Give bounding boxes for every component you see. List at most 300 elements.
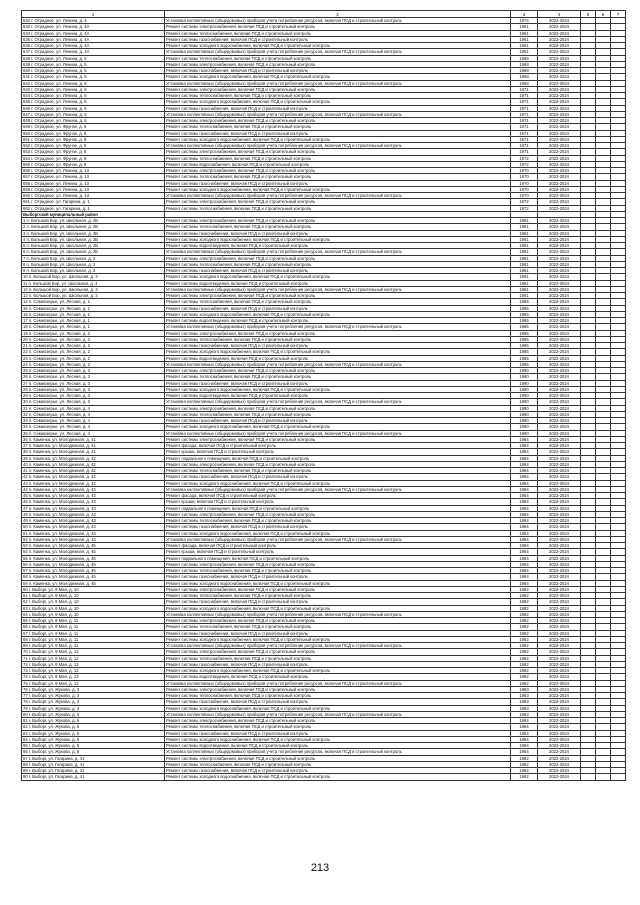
table-cell: 1981	[511, 230, 538, 236]
table-cell: 1983	[511, 705, 538, 711]
table-cell: 13 п. Большой Бор, ул. Школьная, д. 3	[22, 293, 165, 299]
table-cell: 49 п. Каменка, ул. Молодежная, д. 43	[22, 518, 165, 524]
table-cell: 84 г. Выборг, ул. Жукова, д. 5	[22, 736, 165, 742]
table-cell: 1982	[511, 774, 538, 780]
page-number: 213	[310, 862, 330, 874]
table-cell: 648 г. Отрадное, ул. Ленина, д. 6	[22, 118, 165, 124]
table-cell: Установка коллективных (общедомовых) приборов учета потребления ресурсов, включая ПСД и строительный контроль	[165, 680, 511, 686]
table-cell: 2022-2024	[538, 649, 581, 655]
table-cell: Ремонт системы холодного водоснабжения, включая ПСД и строительный контроль	[165, 274, 511, 280]
table-cell: Установка коллективных (общедомовых) приборов учета потребления ресурсов, включая ПСД и строительный контроль	[165, 249, 511, 255]
table-cell: 635 г. Отрадное, ул. Ленина, д. 4А	[22, 36, 165, 42]
table-cell: 1982	[511, 674, 538, 680]
table-cell: 2022-2024	[538, 499, 581, 505]
table-cell: 2022-2024	[538, 474, 581, 480]
table-cell: 1984	[511, 493, 538, 499]
table-cell: 33 п. Семиозерье, ул. Лесная, д. 4	[22, 418, 165, 424]
table-cell: Установка коллективных (общедомовых) приборов учета потребления ресурсов, включая ПСД и строительный контроль	[165, 399, 511, 405]
table-cell: Ремонт системы теплоснабжения, включая ПСД и строительный контроль	[165, 693, 511, 699]
table-cell: 1982	[511, 611, 538, 617]
table-cell: Ремонт системы теплоснабжения, включая ПСД и строительный контроль	[165, 174, 511, 180]
table-cell: 44 п. Каменка, ул. Молодежная, д. 42	[22, 486, 165, 492]
table-cell: 2022-2024	[538, 736, 581, 742]
table-cell: 2022-2024	[538, 411, 581, 417]
table-cell: 637 г. Отрадное, ул. Ленина, д. 4А	[22, 49, 165, 55]
table-cell: 1990	[511, 399, 538, 405]
table-cell: Ремонт системы газоснабжения, включая ПСД и строительный контроль	[165, 68, 511, 74]
table-cell: 1982	[511, 661, 538, 667]
table-cell: 48 п. Каменка, ул. Молодежная, д. 43	[22, 511, 165, 517]
table-cell: 2022-2024	[538, 724, 581, 730]
table-cell: 1984	[511, 524, 538, 530]
table-cell: 1971	[511, 124, 538, 130]
table-cell: 2022-2024	[538, 74, 581, 80]
table-cell: 2022-2024	[538, 599, 581, 605]
table-cell: 56 п. Каменка, ул. Молодежная, д. 45	[22, 561, 165, 567]
table-cell: Ремонт системы теплоснабжения, включая ПСД и строительный контроль	[165, 761, 511, 767]
table-cell: 2022-2024	[538, 349, 581, 355]
table-cell: 1984	[511, 518, 538, 524]
table-cell: 2022-2024	[538, 305, 581, 311]
table-empty-cell	[611, 774, 626, 780]
table-cell: 1984	[511, 580, 538, 586]
table-cell: 2022-2024	[538, 518, 581, 524]
table-cell: 2022-2024	[538, 261, 581, 267]
table-cell: Ремонт системы холодного водоснабжения, включая ПСД и строительный контроль	[165, 349, 511, 355]
table-cell: Ремонт системы электроснабжения, включая ПСД и строительный контроль	[165, 86, 511, 92]
table-cell: 27 п. Семиозерье, ул. Лесная, д. 3	[22, 380, 165, 386]
table-cell: 1968	[511, 61, 538, 67]
table-cell: 2022-2024	[538, 274, 581, 280]
table-cell: 20 п. Семиозерье, ул. Лесная, д. 2	[22, 336, 165, 342]
table-cell: 2022-2024	[538, 568, 581, 574]
table-cell: 1990	[511, 368, 538, 374]
table-cell: 1982	[511, 630, 538, 636]
table-cell: Ремонт подвального помещения, включая ПСД и строительный контроль	[165, 455, 511, 461]
table-cell: 2022-2024	[538, 386, 581, 392]
table-cell: 1985	[511, 324, 538, 330]
table-cell: 2022-2024	[538, 555, 581, 561]
table-cell: Ремонт системы газоснабжения, включая ПСД и строительный контроль	[165, 524, 511, 530]
table-cell: 1968	[511, 80, 538, 86]
table-cell: 1972	[511, 155, 538, 161]
table-cell: Ремонт системы водоотведения, включая ПСД и строительный контроль	[165, 355, 511, 361]
table-cell: 1971	[511, 136, 538, 142]
table-cell: 2022-2024	[538, 699, 581, 705]
table-cell: Ремонт крыши, включая ПСД и строительный контроль	[165, 549, 511, 555]
table-cell: Ремонт системы газоснабжения, включая ПСД и строительный контроль	[165, 380, 511, 386]
table-header-cell: 6	[596, 11, 611, 18]
table-cell: Ремонт системы газоснабжения, включая ПСД и строительный контроль	[165, 768, 511, 774]
table-cell: 10 п. Большой Бор, ул. Школьная, д. 3	[22, 274, 165, 280]
table-cell: Ремонт системы теплоснабжения, включая ПСД и строительный контроль	[165, 411, 511, 417]
table-cell: 2022-2024	[538, 136, 581, 142]
table-cell: 2022-2024	[538, 286, 581, 292]
table-cell: 651 г. Отрадное, ул. Фрунзе, д. 8	[22, 136, 165, 142]
table-cell: Ремонт системы теплоснабжения, включая ПСД и строительный контроль	[165, 336, 511, 342]
table-cell: 59 п. Каменка, ул. Молодежная, д. 45	[22, 580, 165, 586]
table-cell: Ремонт системы холодного водоснабжения, включая ПСД и строительный контроль	[165, 580, 511, 586]
table-cell: 9 п. Большой Бор, ул. Школьная, д. 3	[22, 268, 165, 274]
table-cell: 2022-2024	[538, 324, 581, 330]
table-cell: Ремонт системы электроснабжения, включая ПСД и строительный контроль	[165, 461, 511, 467]
table-cell: 24 п. Семиозерье, ул. Лесная, д. 2	[22, 361, 165, 367]
table-cell: 2022-2024	[538, 486, 581, 492]
table-cell: 2022-2024	[538, 655, 581, 661]
table-cell: 2022-2024	[538, 618, 581, 624]
table-cell: Ремонт системы электроснабжения, включая ПСД и строительный контроль	[165, 649, 511, 655]
table-cell: Установка коллективных (общедомовых) приборов учета потребления ресурсов, включая ПСД и строительный контроль	[165, 18, 511, 24]
table-header-cell: 5	[581, 11, 596, 18]
table-cell: Установка коллективных (общедомовых) приборов учета потребления ресурсов, включая ПСД и строительный контроль	[165, 143, 511, 149]
table-cell: 2022-2024	[538, 561, 581, 567]
table-cell: Ремонт системы холодного водоснабжения, включая ПСД и строительный контроль	[165, 186, 511, 192]
table-cell: 2022-2024	[538, 186, 581, 192]
table-cell: 2022-2024	[538, 299, 581, 305]
table-cell: Ремонт системы электроснабжения, включая ПСД и строительный контроль	[165, 718, 511, 724]
table-cell: 1970	[511, 180, 538, 186]
table-cell: 2022-2024	[538, 774, 581, 780]
table-cell: 32 п. Семиозерье, ул. Лесная, д. 4	[22, 411, 165, 417]
table-cell: Ремонт системы холодного водоснабжения, включая ПСД и строительный контроль	[165, 736, 511, 742]
table-cell: 5 п. Большой Бор, ул. Школьная, д. 2Б	[22, 243, 165, 249]
table-cell: 1971	[511, 130, 538, 136]
table-cell: 2022-2024	[538, 761, 581, 767]
table-cell: 2022-2024	[538, 449, 581, 455]
table-cell: Ремонт системы холодного водоснабжения, включая ПСД и строительный контроль	[165, 99, 511, 105]
table-cell: 2022-2024	[538, 68, 581, 74]
table-cell: 2022-2024	[538, 368, 581, 374]
table-cell: Ремонт системы электроснабжения, включая ПСД и строительный контроль	[165, 149, 511, 155]
table-cell: Ремонт системы теплоснабжения, включая ПСД и строительный контроль	[165, 124, 511, 130]
table-cell: Установка коллективных (общедомовых) приборов учета потребления ресурсов, включая ПСД и строительный контроль	[165, 749, 511, 755]
table-cell: Установка коллективных (общедомовых) приборов учета потребления ресурсов, включая ПСД и строительный контроль	[165, 80, 511, 86]
table-cell: 2022-2024	[538, 480, 581, 486]
table-cell: 1971	[511, 118, 538, 124]
table-cell: 657 г. Отрадное, ул. Ленина, д. 13	[22, 174, 165, 180]
table-cell: 26 п. Семиозерье, ул. Лесная, д. 3	[22, 374, 165, 380]
table-cell: 2022-2024	[538, 293, 581, 299]
table-cell: 1984	[511, 543, 538, 549]
table-cell: 2022-2024	[538, 180, 581, 186]
table-cell: 2022-2024	[538, 574, 581, 580]
table-header-cell: 2	[165, 11, 511, 18]
table-cell: Выборгский муниципальный район	[22, 211, 165, 217]
table-cell: 1982	[511, 680, 538, 686]
table-cell: 1984	[511, 536, 538, 542]
table-cell: 2022-2024	[538, 236, 581, 242]
table-cell: Ремонт системы газоснабжения, включая ПСД и строительный контроль	[165, 180, 511, 186]
table-cell: Ремонт системы холодного водоснабжения, включая ПСД и строительный контроль	[165, 136, 511, 142]
table-cell: 1984	[511, 461, 538, 467]
table-cell: Ремонт системы холодного водоснабжения, включая ПСД и строительный контроль	[165, 530, 511, 536]
table-cell: 1972	[511, 199, 538, 205]
table-cell: 650 г. Отрадное, ул. Фрунзе, д. 8	[22, 130, 165, 136]
table-cell: 1983	[511, 686, 538, 692]
table-cell: 1971	[511, 111, 538, 117]
table-cell: 1984	[511, 436, 538, 442]
table-header-cell: 1	[22, 11, 165, 18]
table-cell: 1982	[511, 605, 538, 611]
table-cell: 1985	[511, 311, 538, 317]
table-cell: 6 п. Большой Бор, ул. Школьная, д. 2Б	[22, 249, 165, 255]
table-cell: 2022-2024	[538, 730, 581, 736]
table-cell: 1985	[511, 343, 538, 349]
table-cell: Установка коллективных (общедомовых) приборов учета потребления ресурсов, включая ПСД и строительный контроль	[165, 611, 511, 617]
table-cell: 1961	[511, 43, 538, 49]
table-cell: 1981	[511, 286, 538, 292]
table-cell: 12 п. Большой Бор, ул. Школьная, д. 3	[22, 286, 165, 292]
table-header-cell: 3	[511, 11, 538, 18]
table-cell: 51 п. Каменка, ул. Молодежная, д. 43	[22, 530, 165, 536]
table-cell: Ремонт системы электроснабжения, включая ПСД и строительный контроль	[165, 405, 511, 411]
table-cell: 2022-2024	[538, 168, 581, 174]
table-cell: 636 г. Отрадное, ул. Ленина, д. 4А	[22, 43, 165, 49]
table-cell: Ремонт системы водоотведения, включая ПСД и строительный контроль	[165, 280, 511, 286]
table-cell: Ремонт системы газоснабжения, включая ПСД и строительный контроль	[165, 305, 511, 311]
table-cell: 2022-2024	[538, 593, 581, 599]
table-cell: 1984	[511, 561, 538, 567]
table-cell: 4 п. Большой Бор, ул. Школьная, д. 2Б	[22, 236, 165, 242]
table-cell: 1981	[511, 224, 538, 230]
table-cell: 1985	[511, 336, 538, 342]
table-cell: 29 п. Семиозерье, ул. Лесная, д. 3	[22, 393, 165, 399]
table-cell: 1982	[511, 593, 538, 599]
table-cell: Ремонт системы теплоснабжения, включая ПСД и строительный контроль	[165, 655, 511, 661]
table-cell: 1981	[511, 274, 538, 280]
table-cell: 1984	[511, 486, 538, 492]
table-cell: Установка коллективных (общедомовых) приборов учета потребления ресурсов, включая ПСД и строительный контроль	[165, 361, 511, 367]
table-cell: 46 п. Каменка, ул. Молодежная, д. 43	[22, 499, 165, 505]
table-cell: Ремонт системы электроснабжения, включая ПСД и строительный контроль	[165, 168, 511, 174]
table-cell: Ремонт системы электроснабжения, включая ПСД и строительный контроль	[165, 24, 511, 30]
table-cell: 1981	[511, 268, 538, 274]
table-cell: 16 п. Семиозерье, ул. Лесная, д. 1	[22, 311, 165, 317]
table-cell: 2022-2024	[538, 455, 581, 461]
table-cell: 30 п. Семиозерье, ул. Лесная, д. 3	[22, 399, 165, 405]
table-cell: 90 г. Выборг, ул. Гагарина, д. 41	[22, 774, 165, 780]
table-cell: 2022-2024	[538, 424, 581, 430]
table-cell: 2022-2024	[538, 55, 581, 61]
table-cell: 75 г. Выборг, ул. 9 Мая, д. 12	[22, 680, 165, 686]
table-cell: 2022-2024	[538, 674, 581, 680]
table-cell: Ремонт системы газоснабжения, включая ПСД и строительный контроль	[165, 630, 511, 636]
table-cell: 1984	[511, 480, 538, 486]
table-cell: 2022-2024	[538, 436, 581, 442]
table-cell: 660 г. Отрадное, ул. Ленина, д. 13	[22, 193, 165, 199]
table-cell: 2022-2024	[538, 543, 581, 549]
table-cell: 76 г. Выборг, ул. Жукова, д. 3	[22, 686, 165, 692]
table-cell: 2022-2024	[538, 624, 581, 630]
table-cell: Ремонт системы теплоснабжения, включая ПСД и строительный контроль	[165, 261, 511, 267]
table-cell: Ремонт системы электроснабжения, включая ПСД и строительный контроль	[165, 686, 511, 692]
table-cell: 2022-2024	[538, 643, 581, 649]
table-cell: 41 п. Каменка, ул. Молодежная, д. 42	[22, 468, 165, 474]
table-cell: 634 г. Отрадное, ул. Ленина, д. 4А	[22, 30, 165, 36]
table-cell: 1990	[511, 393, 538, 399]
table-cell: Ремонт системы водоснабжения, включая ПСД и строительный контроль	[165, 161, 511, 167]
table-cell: 1970	[511, 193, 538, 199]
table-cell: 2022-2024	[538, 380, 581, 386]
table-cell: Установка коллективных (общедомовых) приборов учета потребления ресурсов, включая ПСД и строительный контроль	[165, 430, 511, 436]
table-cell: 1984	[511, 718, 538, 724]
table-cell: Установка коллективных (общедомовых) приборов учета потребления ресурсов, включая ПСД и строительный контроль	[165, 643, 511, 649]
table-cell: 54 п. Каменка, ул. Молодежная, д. 45	[22, 549, 165, 555]
table-cell: Ремонт системы электроснабжения, включая ПСД и строительный контроль	[165, 755, 511, 761]
table-cell: 1 п. Большой Бор, ул. Школьная, д. 2Б	[22, 218, 165, 224]
table-cell: 17 п. Семиозерье, ул. Лесная, д. 1	[22, 318, 165, 324]
table-cell: 74 г. Выборг, ул. 9 Мая, д. 12	[22, 674, 165, 680]
table-cell: 2022-2024	[538, 586, 581, 592]
table-cell: Ремонт системы газоснабжения, включая ПСД и строительный контроль	[165, 268, 511, 274]
table-cell: 2022-2024	[538, 443, 581, 449]
table-cell: 645 г. Отрадное, ул. Ленина, д. 6	[22, 99, 165, 105]
table-cell: Установка коллективных (общедомовых) приборов учета потребления ресурсов, включая ПСД и строительный контроль	[165, 711, 511, 717]
table-cell: Ремонт системы холодного водоснабжения, включая ПСД и строительный контроль	[165, 74, 511, 80]
table-cell: 2022-2024	[538, 468, 581, 474]
table-cell: 2022-2024	[538, 605, 581, 611]
table-cell: 1971	[511, 93, 538, 99]
table-cell: Ремонт системы электроснабжения, включая ПСД и строительный контроль	[165, 586, 511, 592]
table-cell: 1961	[511, 49, 538, 55]
table-cell: Установка коллективных (общедомовых) приборов учета потребления ресурсов, включая ПСД и строительный контроль	[165, 111, 511, 117]
table-cell: Ремонт системы электроснабжения, включая ПСД и строительный контроль	[165, 368, 511, 374]
table-cell: Ремонт системы теплоснабжения, включая ПСД и строительный контроль	[165, 624, 511, 630]
table-cell: Ремонт системы газоснабжения, включая ПСД и строительный контроль	[165, 574, 511, 580]
table-cell: 83 г. Выборг, ул. Жукова, д. 5	[22, 730, 165, 736]
table-cell: Ремонт системы электроснабжения, включая ПСД и строительный контроль	[165, 255, 511, 261]
table-cell: 2022-2024	[538, 118, 581, 124]
table-cell: Установка коллективных (общедомовых) приборов учета потребления ресурсов, включая ПСД и строительный контроль	[165, 286, 511, 292]
table-cell: Ремонт системы теплоснабжения, включая ПСД и строительный контроль	[165, 724, 511, 730]
table-cell: 81 г. Выборг, ул. Жукова, д. 5	[22, 718, 165, 724]
table-cell: 2022-2024	[538, 430, 581, 436]
table-cell: 25 п. Семиозерье, ул. Лесная, д. 3	[22, 368, 165, 374]
table-cell: 2022-2024	[538, 149, 581, 155]
table-cell: 1971	[511, 143, 538, 149]
table-cell: 2022-2024	[538, 249, 581, 255]
table-cell: 2022-2024	[538, 193, 581, 199]
table-cell: 2022-2024	[538, 161, 581, 167]
table-cell: 82 г. Выборг, ул. Жукова, д. 5	[22, 724, 165, 730]
table-cell: 2022-2024	[538, 536, 581, 542]
table-cell: 2022-2024	[538, 130, 581, 136]
table-cell: 2022-2024	[538, 399, 581, 405]
table-cell: 2022-2024	[538, 336, 581, 342]
table-cell: 43 п. Каменка, ул. Молодежная, д. 42	[22, 480, 165, 486]
table-cell: Ремонт системы теплоснабжения, включая ПСД и строительный контроль	[165, 568, 511, 574]
table-cell: 21 п. Семиозерье, ул. Лесная, д. 2	[22, 343, 165, 349]
table-cell: 2022-2024	[538, 111, 581, 117]
table-cell: Ремонт системы водоотведения, включая ПСД и строительный контроль	[165, 674, 511, 680]
table-cell: Ремонт системы электроснабжения, включая ПСД и строительный контроль	[165, 618, 511, 624]
table-cell: 80 г. Выборг, ул. Жукова, д. 3	[22, 711, 165, 717]
table-cell: 2022-2024	[538, 505, 581, 511]
table-cell: 1971	[511, 149, 538, 155]
table-cell: Ремонт системы газоснабжения, включая ПСД и строительный контроль	[165, 730, 511, 736]
table-cell: 654 г. Отрадное, ул. Фрунзе, д. 8	[22, 155, 165, 161]
table-cell: 2022-2024	[538, 524, 581, 530]
table-cell: Ремонт фасада, включая ПСД и строительный контроль	[165, 493, 511, 499]
table-cell: 658 г. Отрадное, ул. Ленина, д. 13	[22, 180, 165, 186]
table-cell: 35 п. Семиозерье, ул. Лесная, д. 4	[22, 430, 165, 436]
table-cell: 23 п. Семиозерье, ул. Лесная, д. 2	[22, 355, 165, 361]
table-cell: 67 г. Выборг, ул. 9 Мая, д. 11	[22, 630, 165, 636]
table-cell: 64 г. Выборг, ул. 9 Мая, д. 10	[22, 611, 165, 617]
table-header-cell: 4	[538, 11, 581, 18]
table-cell: Ремонт крыши, включая ПСД и строительный контроль	[165, 449, 511, 455]
table-cell: 2022-2024	[538, 636, 581, 642]
table-cell: Ремонт системы холодного водоснабжения, включая ПСД и строительный контроль	[165, 236, 511, 242]
table-cell: 71 г. Выборг, ул. 9 Мая, д. 12	[22, 655, 165, 661]
table-cell: 57 п. Каменка, ул. Молодежная, д. 45	[22, 568, 165, 574]
table-cell: 2022-2024	[538, 93, 581, 99]
table-cell: 31 п. Семиозерье, ул. Лесная, д. 4	[22, 405, 165, 411]
table-cell: 79 г. Выборг, ул. Жукова, д. 3	[22, 705, 165, 711]
table-cell: 2022-2024	[538, 611, 581, 617]
table-cell: 89 г. Выборг, ул. Гагарина, д. 41	[22, 768, 165, 774]
table-cell: 63 г. Выборг, ул. 9 Мая, д. 10	[22, 605, 165, 611]
table-header-row	[22, 11, 626, 18]
table-cell: 1961	[511, 24, 538, 30]
table-cell: 2022-2024	[538, 143, 581, 149]
table-cell: 2022-2024	[538, 30, 581, 36]
table-cell: 2022-2024	[538, 311, 581, 317]
table-cell: 1984	[511, 736, 538, 742]
table-cell: 652 г. Отрадное, ул. Фрунзе, д. 8	[22, 143, 165, 149]
table-cell: 1990	[511, 374, 538, 380]
table-cell: 1990	[511, 380, 538, 386]
table-cell: 1981	[511, 218, 538, 224]
table-cell: 2022-2024	[538, 199, 581, 205]
table-cell: 1982	[511, 586, 538, 592]
table-cell: 644 г. Отрадное, ул. Ленина, д. 6	[22, 93, 165, 99]
table-empty-cell	[596, 774, 611, 780]
table-cell: Ремонт системы электроснабжения, включая ПСД и строительный контроль	[165, 199, 511, 205]
table-cell: 14 п. Семиозерье, ул. Лесная, д. 1	[22, 299, 165, 305]
table-cell: Ремонт системы холодного водоснабжения, включая ПСД и строительный контроль	[165, 43, 511, 49]
table-cell: Ремонт системы электроснабжения, включая ПСД и строительный контроль	[165, 436, 511, 442]
table-cell: 647 г. Отрадное, ул. Ленина, д. 6	[22, 111, 165, 117]
table-cell: Ремонт системы газоснабжения, включая ПСД и строительный контроль	[165, 343, 511, 349]
table-cell: 15 п. Семиозерье, ул. Лесная, д. 1	[22, 305, 165, 311]
table-cell: 2022-2024	[538, 405, 581, 411]
table-cell: 2022-2024	[538, 661, 581, 667]
table-cell: 11 п. Большой Бор, ул. Школьная, д. 3	[22, 280, 165, 286]
table-cell: 633 г. Отрадное, ул. Ленина, д. 4А	[22, 24, 165, 30]
table-cell: 68 г. Выборг, ул. 9 Мая, д. 11	[22, 636, 165, 642]
table-cell: 1984	[511, 474, 538, 480]
table-cell: 1984	[511, 449, 538, 455]
table-cell: Ремонт системы газоснабжения, включая ПСД и строительный контроль	[165, 130, 511, 136]
table-cell: 2022-2024	[538, 124, 581, 130]
table-cell: 2022-2024	[538, 99, 581, 105]
table-cell: 2022-2024	[538, 280, 581, 286]
table-cell: 38 п. Каменка, ул. Молодежная, д. 41	[22, 449, 165, 455]
table-empty-cell	[581, 774, 596, 780]
table-cell: 2022-2024	[538, 330, 581, 336]
table-cell: 50 п. Каменка, ул. Молодежная, д. 43	[22, 524, 165, 530]
table-cell: 1982	[511, 599, 538, 605]
table-cell: 52 п. Каменка, ул. Молодежная, д. 43	[22, 536, 165, 542]
table-cell: 2022-2024	[538, 80, 581, 86]
table-cell: 1981	[511, 236, 538, 242]
table-cell: 69 г. Выборг, ул. 9 Мая, д. 11	[22, 643, 165, 649]
table-cell: 18 п. Семиозерье, ул. Лесная, д. 1	[22, 324, 165, 330]
table-cell: Ремонт системы холодного водоснабжения, включая ПСД и строительный контроль	[165, 705, 511, 711]
table-cell: 656 г. Отрадное, ул. Ленина, д. 13	[22, 168, 165, 174]
table-cell: 3 п. Большой Бор, ул. Школьная, д. 2Б	[22, 230, 165, 236]
